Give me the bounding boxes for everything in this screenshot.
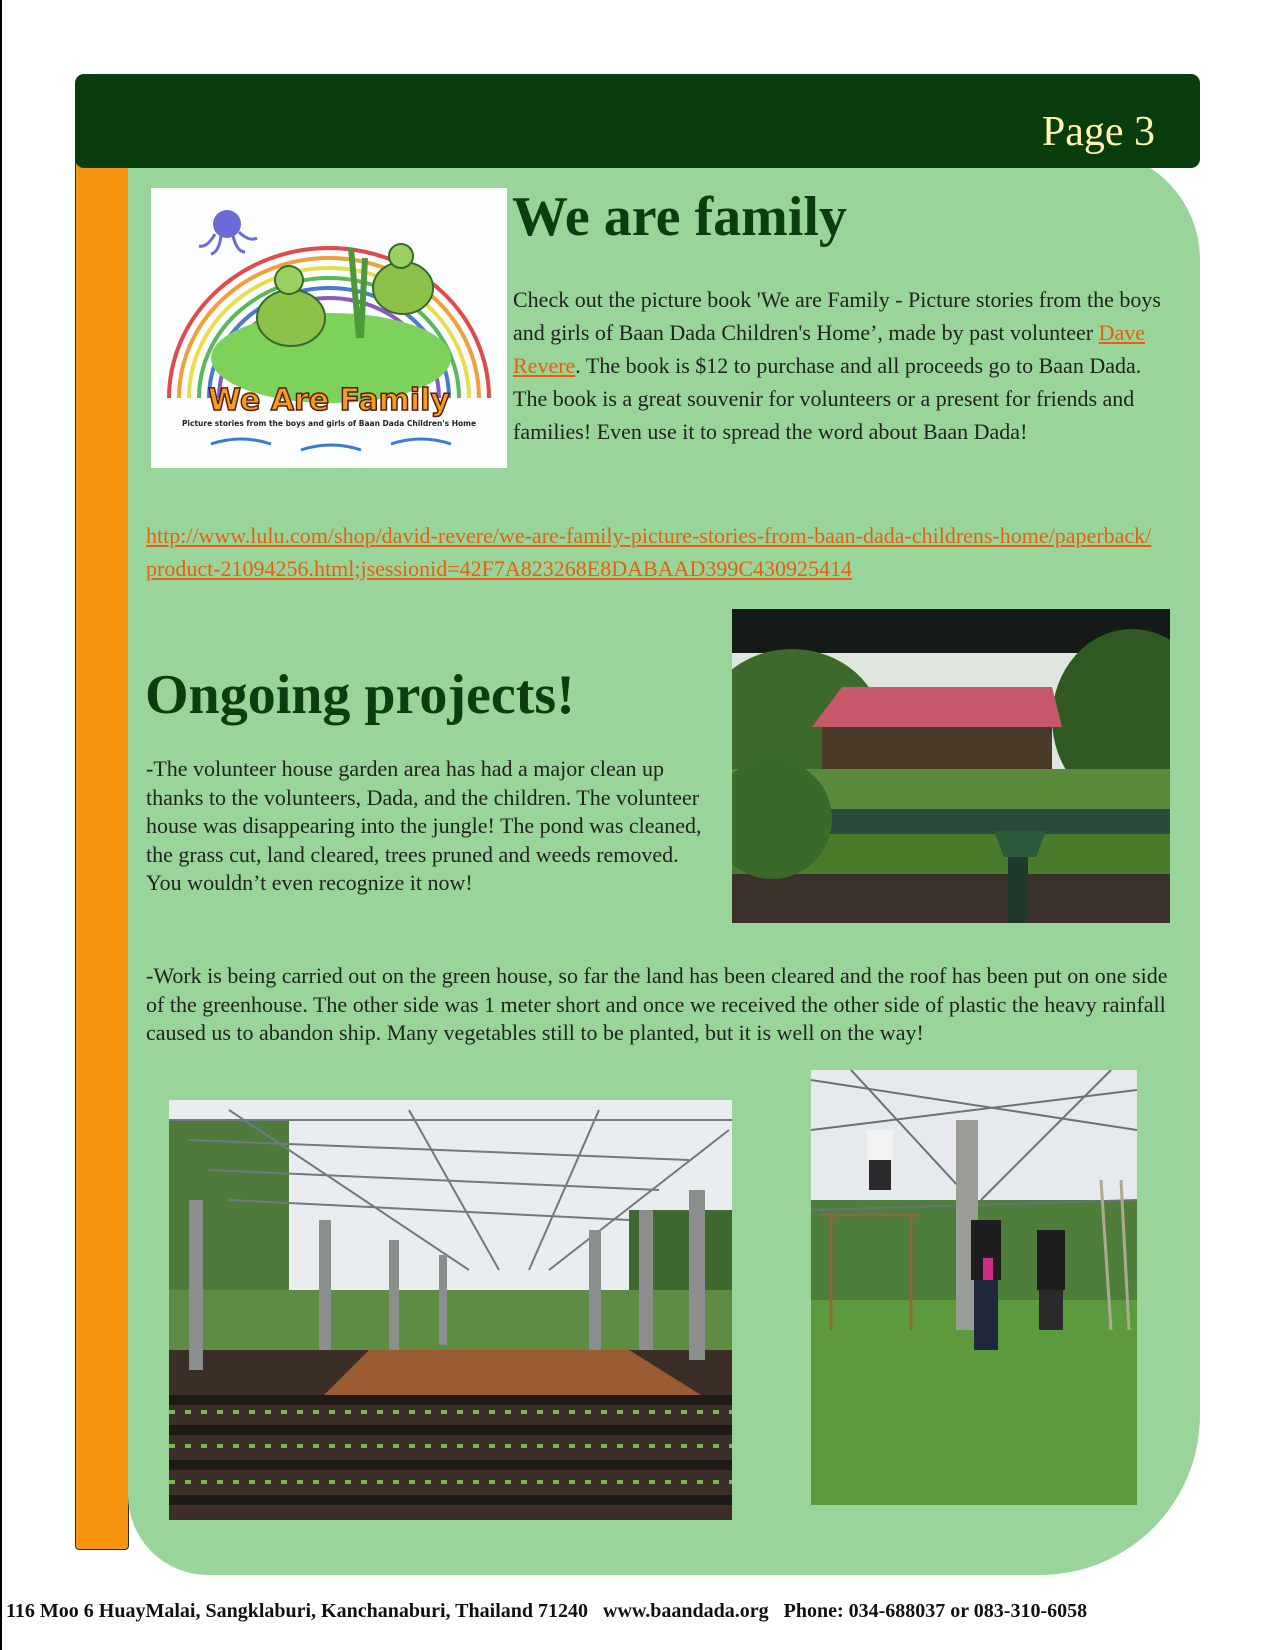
logo-subtitle-text: Picture stories from the boys and girls of Baan Dada Children's Home	[181, 419, 477, 428]
page-edge-rule	[0, 0, 2, 1650]
footer-phone: Phone: 034-688037 or 083-310-6058	[783, 1600, 1088, 1622]
orange-side-bar	[75, 150, 129, 1550]
book-cover-image	[151, 188, 507, 468]
greenhouse-beds-photo	[169, 1100, 732, 1520]
page-number: Page 3	[1041, 109, 1155, 155]
footer-contact	[6, 1600, 1271, 1623]
we-are-family-body: Check out the picture book 'We are Family - Picture stories from the boys and girls of Baan Dada Children's Home’, made by past volunteer Dave Revere. The book is $12 to purchase and all proceeds go to Baan Dada. The book is a great souvenir for volunteers or a present for friends and families! Even use it to spread the word about Baan Dada!	[513, 287, 1161, 444]
footer-website: www.baandada.org	[603, 1600, 769, 1622]
we-are-family-heading: We are family	[512, 186, 847, 248]
dave-revere-link[interactable]: Dave Revere	[513, 320, 1146, 378]
garden-cleanup-paragraph: -The volunteer house garden area has had a major clean up thanks to the volunteers, Dada, and the children. The volunteer house was disappearing into the jungle! The pond was cleaned, the grass cut, land cleared, trees pruned and weeds removed. You wouldn’t even recognize it now!	[146, 756, 702, 895]
lulu-book-link[interactable]: http://www.lulu.com/shop/david-revere/we-are-family-picture-stories-from-baan-dada-childrens-home/paperback/product-21094256.html;jsessionid=42F7A823268E8DABAAD399C430925414	[146, 523, 1152, 581]
page-header	[75, 74, 1200, 168]
volunteer-house-garden-photo	[732, 609, 1170, 923]
greenhouse-construction-photo	[811, 1070, 1137, 1505]
logo-title-text: We Are Family	[208, 383, 450, 418]
ongoing-projects-heading: Ongoing projects!	[145, 664, 575, 726]
greenhouse-paragraph: -Work is being carried out on the green house, so far the land has been cleared and the roof has been put on one side of the greenhouse. The other side was 1 meter short and once we received the other side of plastic the heavy rainfall caused us to abandon ship. Many vegetables still to be planted, but it is well on the way!	[146, 963, 1168, 1045]
footer-address: 116 Moo 6 HuayMalai, Sangklaburi, Kanchanaburi, Thailand 71240	[6, 1600, 588, 1622]
